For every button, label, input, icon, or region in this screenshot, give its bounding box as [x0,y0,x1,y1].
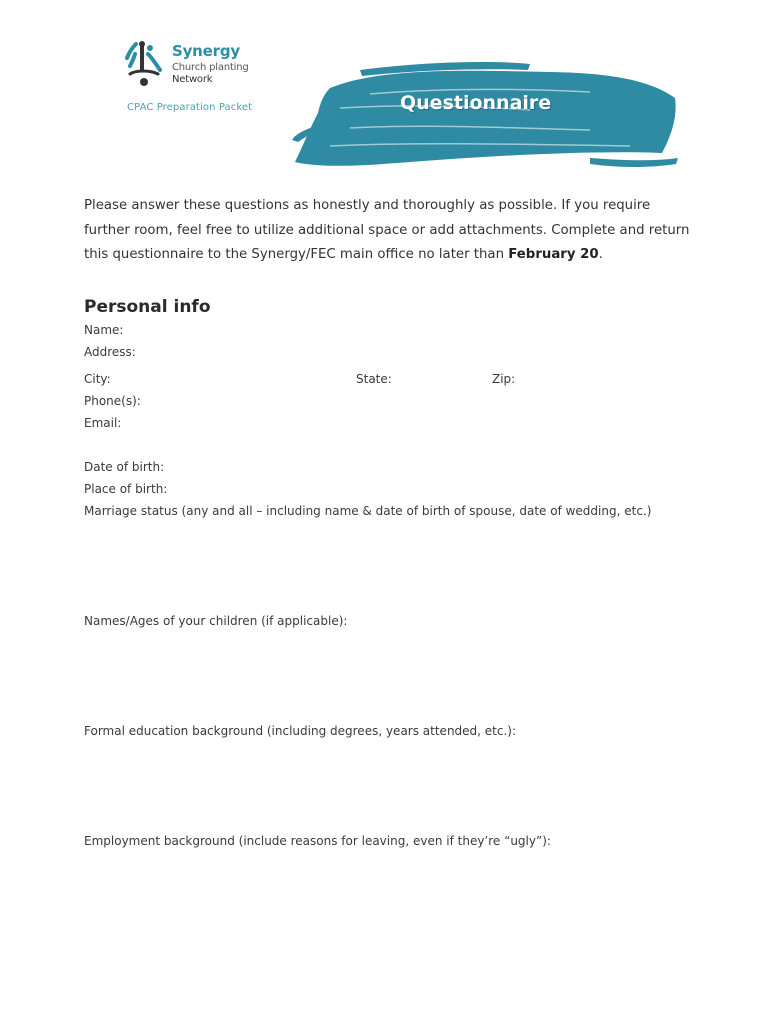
logo-tagline-line1: Church planting [172,62,249,73]
phone-label: Phone(s): [84,394,141,408]
intro-text: Please answer these questions as honestly and thoroughly as possible. If you require further room, feel free to utilize additional space or add attachments. Complete and return this questionnaire to the Synergy/FEC main office no later than [84,198,690,262]
dob-label: Date of birth: [84,460,165,474]
synergy-logo [124,40,264,92]
people-logo-icon [124,40,168,90]
logo-name: Synergy [172,42,240,60]
city-label: City: [84,372,111,386]
intro-text-end: . [598,247,603,262]
zip-label: Zip: [492,372,516,386]
section-title-personal-info: Personal info [84,297,211,317]
intro-paragraph [84,194,694,268]
pob-label: Place of birth: [84,482,168,496]
email-label: Email: [84,416,122,430]
deadline-date: February 20 [508,247,599,262]
banner-title: Questionnaire [400,92,552,114]
name-label: Name: [84,323,124,337]
children-label: Names/Ages of your children (if applicable): [84,614,348,628]
state-label: State: [356,372,392,386]
employment-label: Employment background (include reasons for leaving, even if they’re “ugly”): [84,834,551,848]
logo-tagline-line2: Network [172,74,213,85]
marriage-status-label: Marriage status (any and all – including name & date of birth of spouse, date of wedding, etc.) [84,504,652,518]
packet-label: CPAC Preparation Packet [127,102,253,113]
address-label: Address: [84,345,136,359]
brush-stroke-banner [290,58,680,173]
education-label: Formal education background (including degrees, years attended, etc.): [84,724,517,738]
